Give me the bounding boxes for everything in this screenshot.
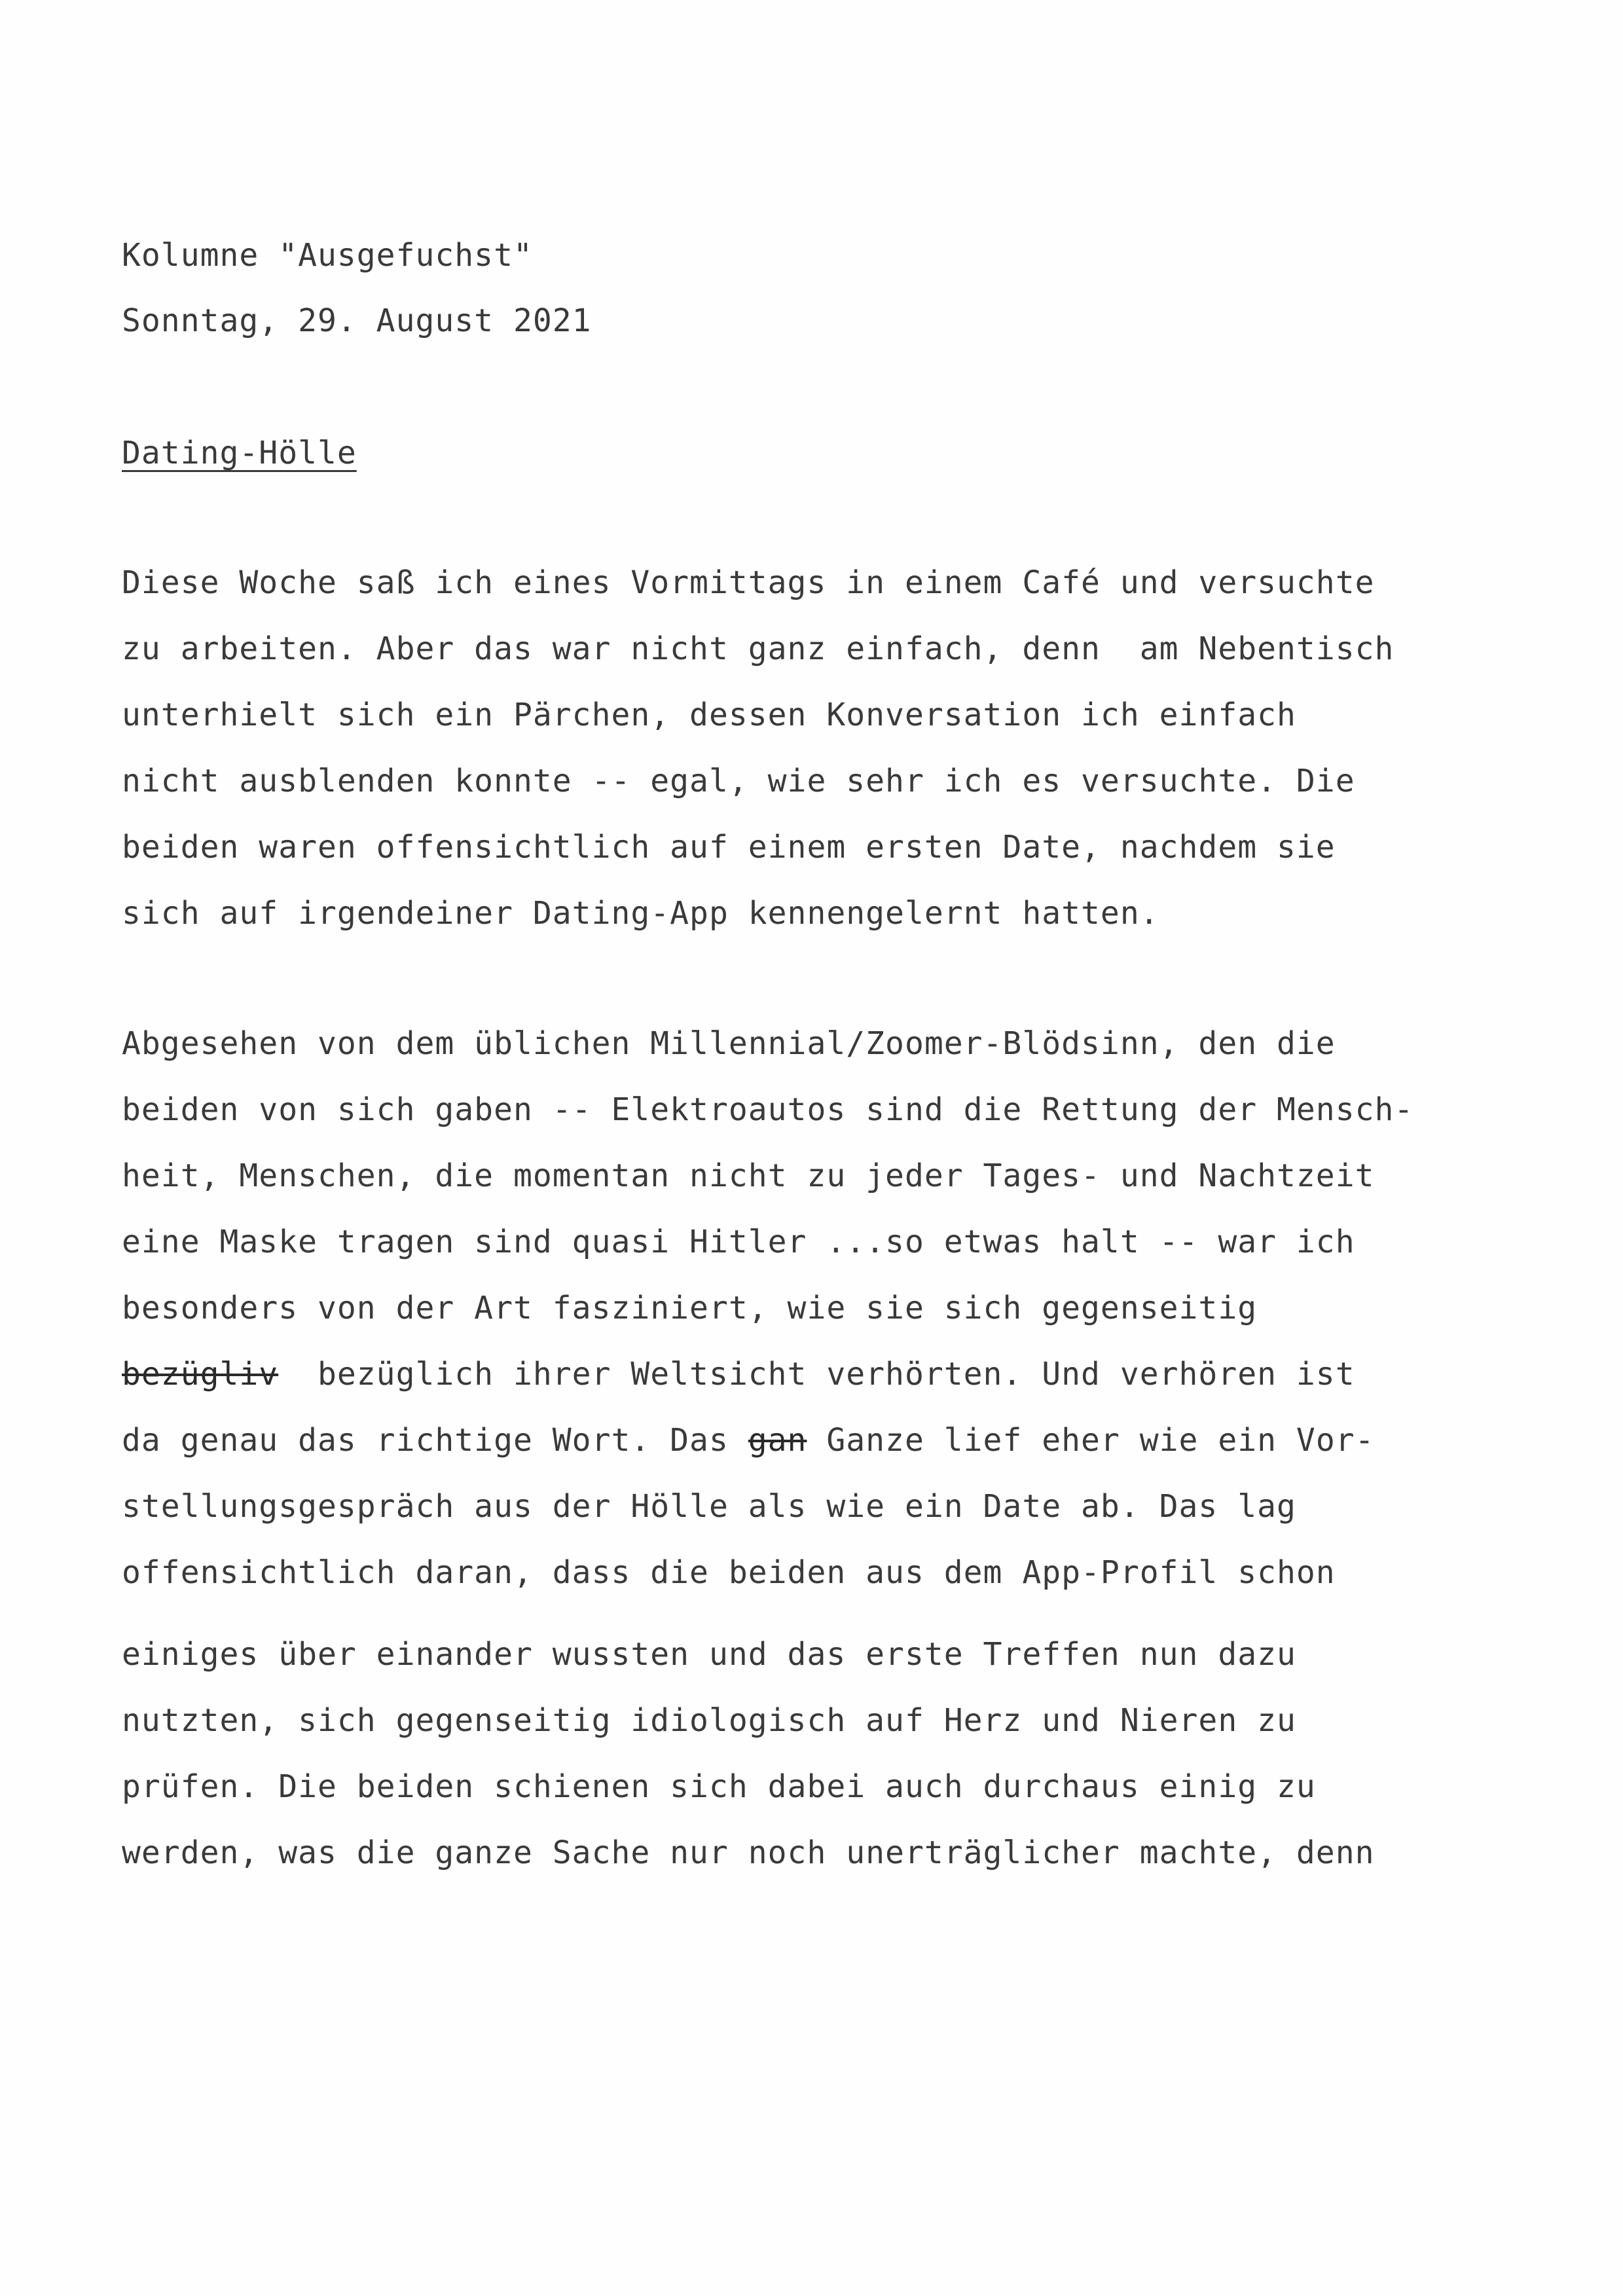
line-text: Ganze lief eher wie ein Vor- [807,1422,1375,1459]
paragraph2-line5: besonders von der Art fasziniert, wie sie sich gegenseitig [122,1290,1258,1326]
column-date: Sonntag, 29. August 2021 [122,302,592,339]
line-text: bezüglich ihrer Weltsicht verhörten. Und verhören ist [278,1356,1355,1393]
column-name: Kolumne "Ausgefuchst" [122,237,533,274]
paragraph2-line13: werden, was die ganze Sache nur noch unerträglicher machte, denn [122,1834,1375,1871]
paragraph2-line1: Abgesehen von dem üblichen Millennial/Zoomer-Blödsinn, den die [122,1025,1336,1062]
paragraph1-line6: sich auf irgendeiner Dating-App kennengelernt hatten. [122,895,1159,932]
paragraph2-line9: offensichtlich daran, dass die beiden aus dem App-Profil schon [122,1554,1336,1591]
article-title: Dating-Hölle [122,435,357,471]
paragraph2-line4: eine Maske tragen sind quasi Hitler ...so etwas halt -- war ich [122,1224,1355,1260]
paragraph2-line8: stellungsgespräch aus der Hölle als wie ein Date ab. Das lag [122,1488,1296,1525]
line-text: da genau das richtige Wort. Das [122,1422,748,1459]
struck-word: gan [748,1422,807,1459]
paragraph2-line6 [122,1355,1355,1394]
paragraph2-line12: prüfen. Die beiden schienen sich dabei auch durchaus einig zu [122,1768,1316,1805]
paragraph1-line1: Diese Woche saß ich eines Vormittags in einem Café und versuchte [122,564,1375,601]
struck-word: bezügliv [122,1356,279,1393]
paragraph1-line4: nicht ausblenden konnte -- egal, wie sehr ich es versuchte. Die [122,763,1355,799]
paragraph2-line3: heit, Menschen, die momentan nicht zu jeder Tages- und Nachtzeit [122,1157,1375,1194]
paragraph1-line2: zu arbeiten. Aber das war nicht ganz einfach, denn am Nebentisch [122,630,1395,667]
paragraph2-line11: nutzten, sich gegenseitig idiologisch auf Herz und Nieren zu [122,1702,1296,1739]
paragraph1-line5: beiden waren offensichtlich auf einem ersten Date, nachdem sie [122,829,1336,866]
paragraph1-line3: unterhielt sich ein Pärchen, dessen Konversation ich einfach [122,697,1296,733]
paragraph2-line2: beiden von sich gaben -- Elektroautos sind die Rettung der Mensch- [122,1091,1414,1128]
paragraph2-line7 [122,1421,1375,1460]
paragraph2-line10: einiges über einander wussten und das erste Treffen nun dazu [122,1636,1296,1673]
